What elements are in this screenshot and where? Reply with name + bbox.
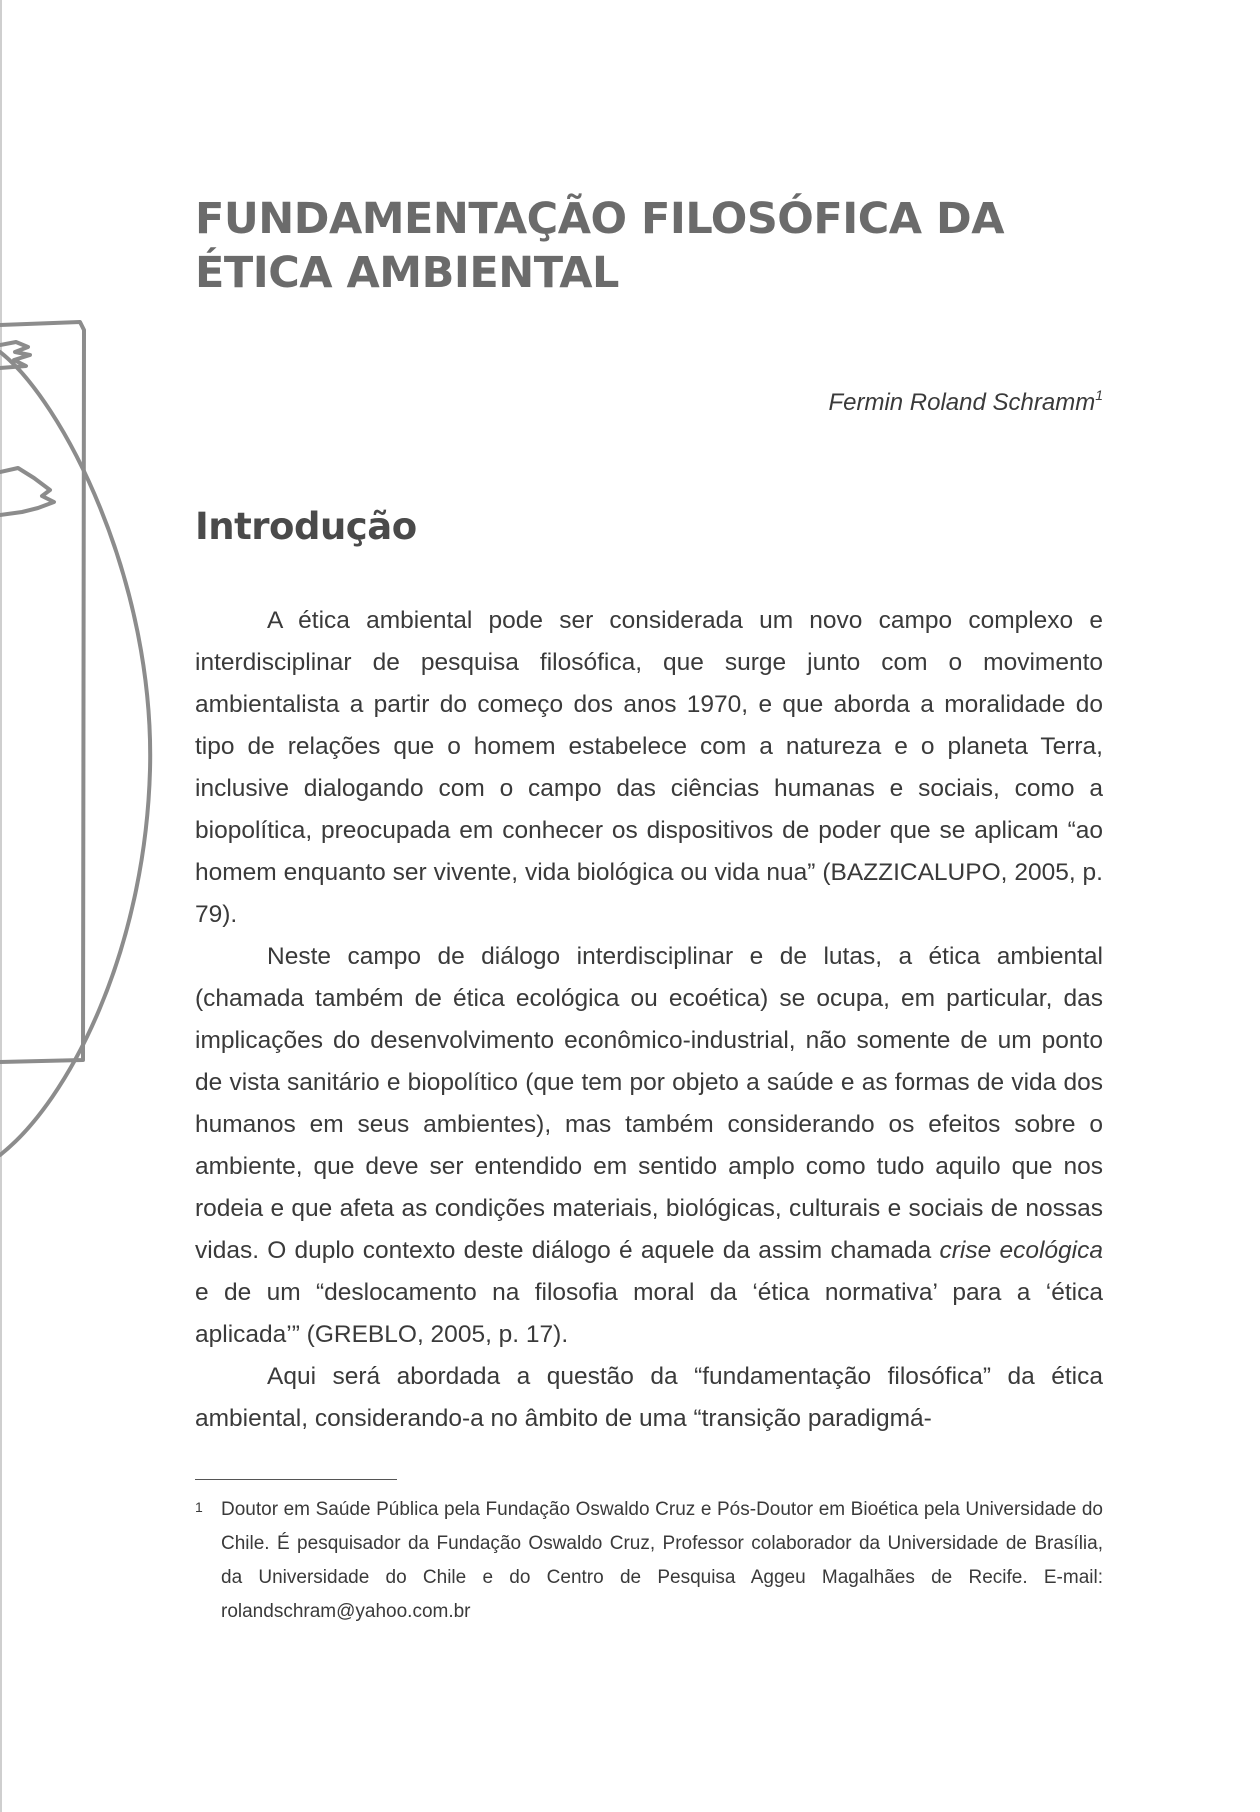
- paragraph-2-text-end: e de um “deslocamento na filosofia moral da ‘ética normativa’ para a ‘ética aplicada’” (GREBLO, 2005, p. 17).: [195, 1279, 1103, 1348]
- paragraph-2-text-start: Neste campo de diálogo interdisciplinar e de lutas, a ética ambiental (chamada também de ética ecológica ou ecoética) se ocupa, em particular, das implicações do desenvolvimento econômico-industrial, não somente de um ponto de vista sanitário e biopolítico (que tem por objeto a saúde e as formas de vida dos humanos em seus ambientes), mas também considerando os efeitos sobre o ambiente, que deve ser entendido em sentido amplo como tudo aquilo que nos rodeia e que afeta as condições materiais, biológicas, culturais e sociais de nossas vidas. O duplo contexto deste diálogo é aquele da assim chamada: [195, 943, 1103, 1264]
- section-heading: Introdução: [195, 505, 417, 548]
- author-byline: [700, 387, 1103, 417]
- paragraph-1: A ética ambiental pode ser considerada um novo campo complexo e interdisciplinar de pesquisa filosófica, que surge junto com o movimento ambientalista a partir do começo dos anos 1970, e que aborda a moralidade do tipo de relações que o homem estabelece com a natureza e o planeta Terra, inclusive dialogando com o campo das ciências humanas e sociais, como a biopolítica, preocupada em conhecer os dispositivos de poder que se aplicam “ao homem enquanto ser vivente, vida biológica ou vida nua” (BAZZICALUPO, 2005, p. 79).: [195, 607, 1103, 928]
- author-name: Fermin Roland Schramm: [828, 389, 1096, 416]
- footnote-number: 1: [195, 1499, 203, 1515]
- author-footnote-ref: 1: [1095, 387, 1103, 403]
- paragraph-2-italic-term: crise ecológica: [939, 1237, 1103, 1264]
- paragraph-2: [195, 936, 1103, 1356]
- footnote-divider: [195, 1479, 397, 1480]
- paragraph-3: Aqui será abordada a questão da “fundamentação filosófica” da ética ambiental, considerando-a no âmbito de uma “transição paradigmá-: [195, 1363, 1103, 1432]
- vitruvian-man-illustration: [0, 300, 160, 1230]
- footnote: [195, 1493, 1103, 1629]
- body-text: [195, 600, 1103, 1440]
- footnote-text: Doutor em Saúde Pública pela Fundação Oswaldo Cruz e Pós-Doutor em Bioética pela Universidade do Chile. É pesquisador da Fundação Oswaldo Cruz, Professor colaborador da Universidade de Brasília, da Universidade do Chile e do Centro de Pesquisa Aggeu Magalhães de Recife. E-mail: rolandschram@yahoo.com.br: [221, 1499, 1103, 1622]
- chapter-title: FUNDAMENTAÇÃO FILOSÓFICA DA ÉTICA AMBIENTAL: [195, 194, 1005, 298]
